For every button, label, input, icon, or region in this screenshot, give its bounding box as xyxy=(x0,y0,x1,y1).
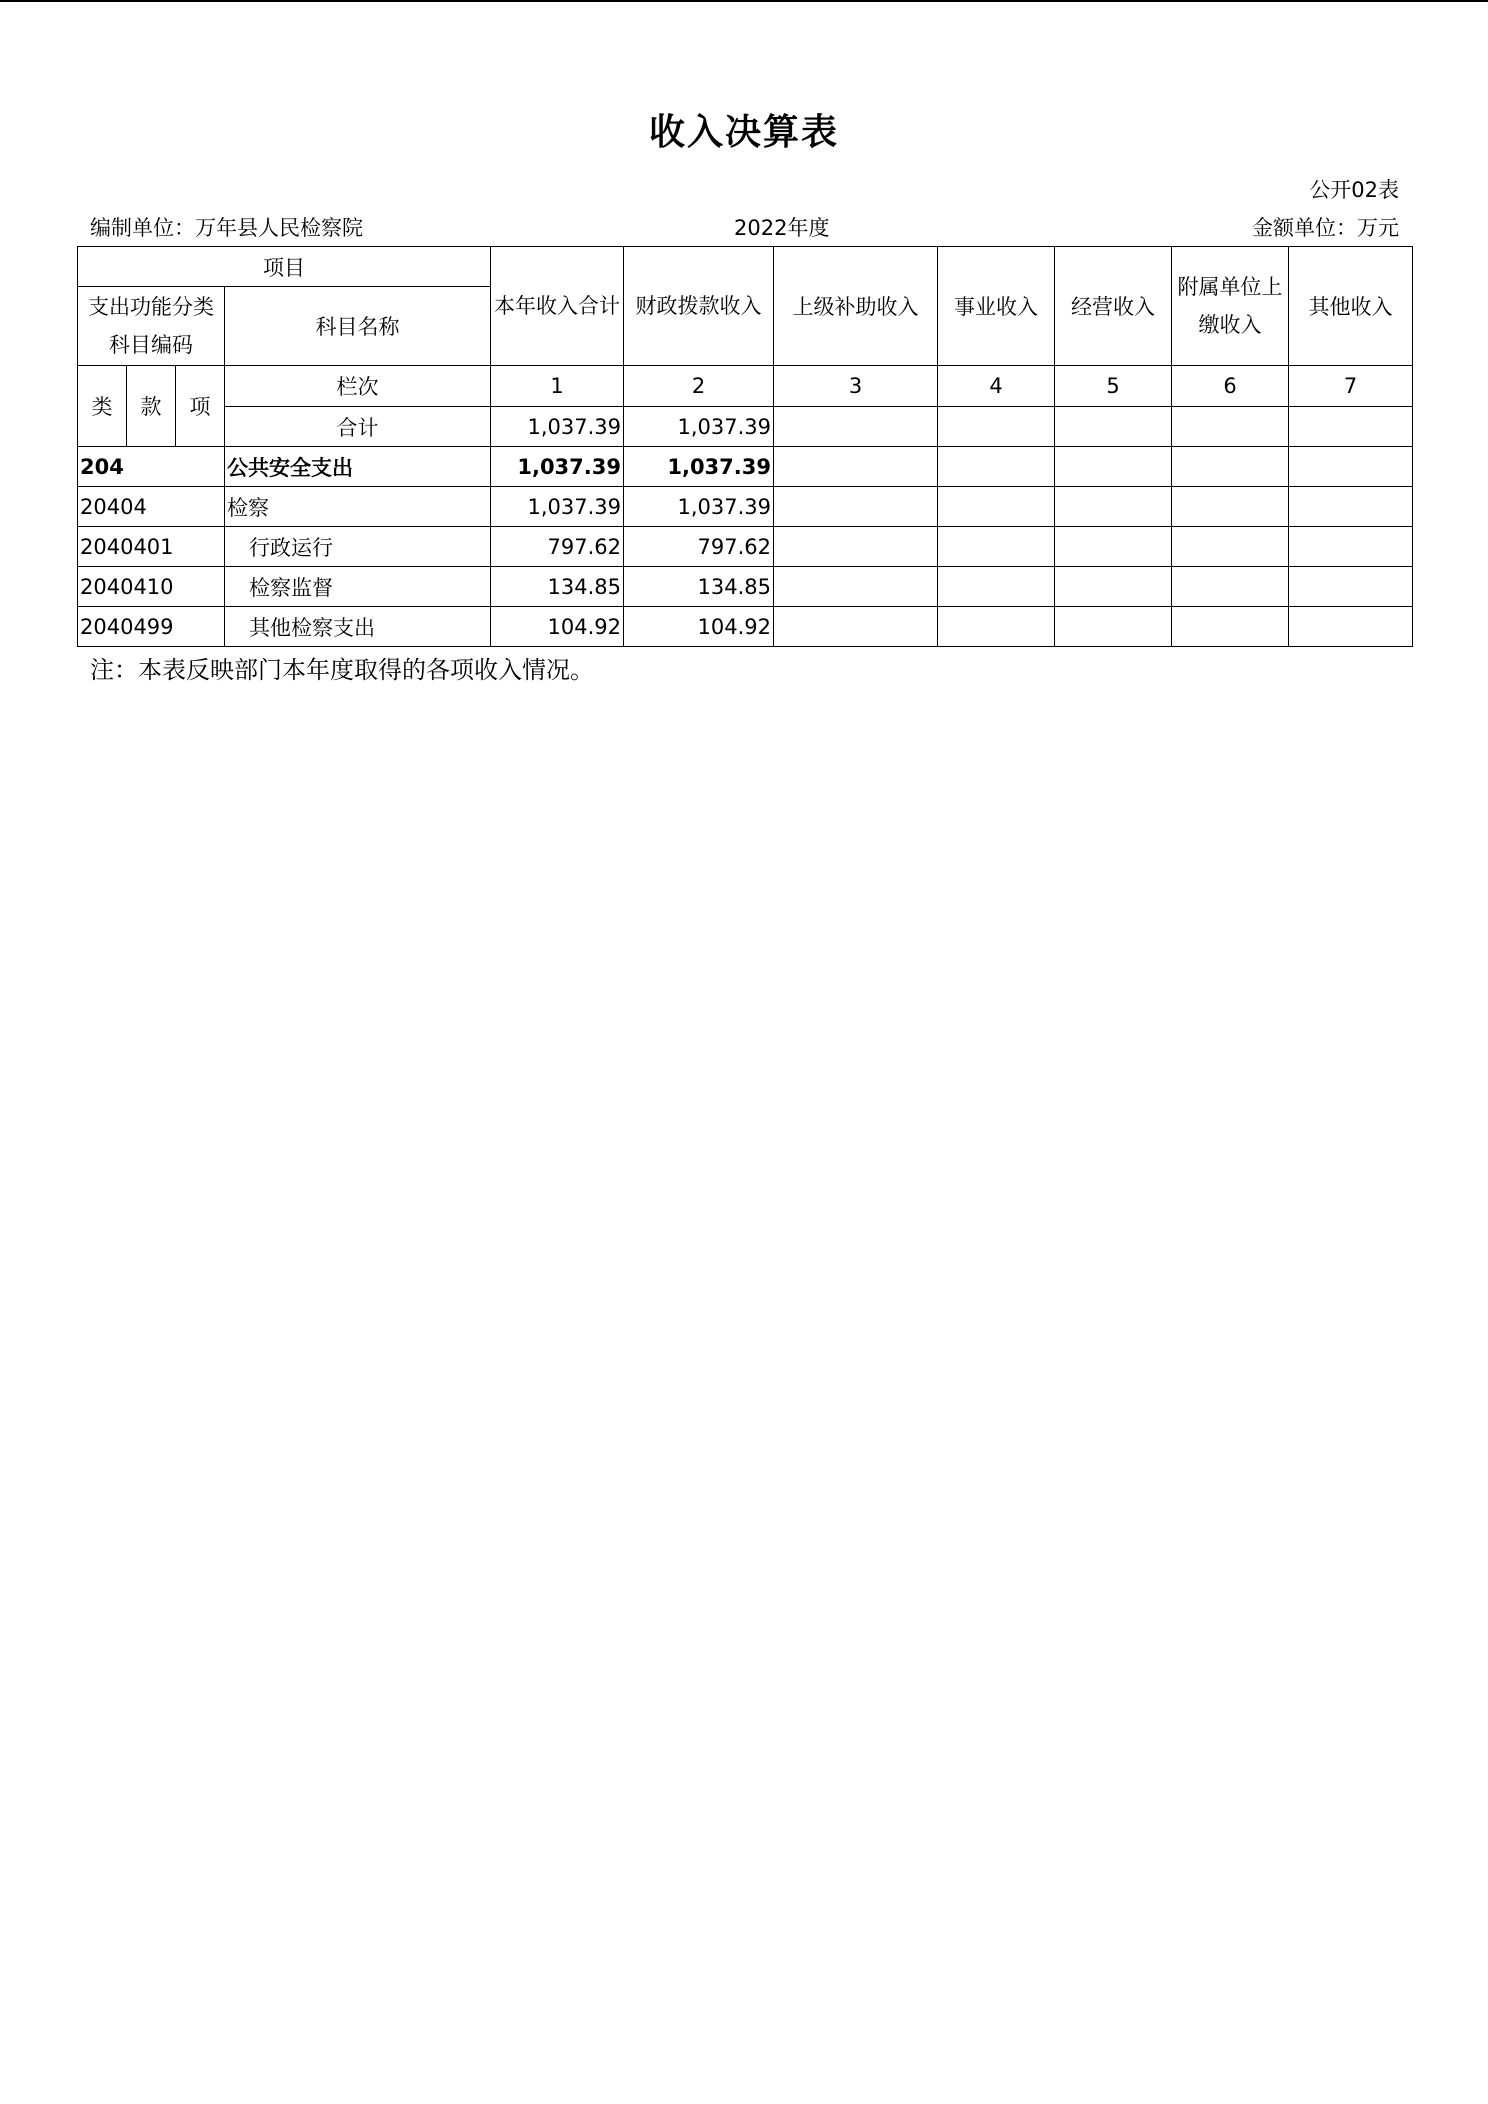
header-kuan: 款 xyxy=(127,366,176,447)
header-item: 项目 xyxy=(78,247,491,287)
row-total-income: 134.85 xyxy=(491,567,624,607)
header-business-income: 事业收入 xyxy=(938,247,1055,366)
column-number-7: 7 xyxy=(1289,366,1413,407)
row-total-income: 1,037.39 xyxy=(491,487,624,527)
table-row xyxy=(78,527,1413,567)
column-number-1: 1 xyxy=(491,366,624,407)
row-subject-name: 公共安全支出 xyxy=(225,447,491,487)
row-fiscal-appropriation: 797.62 xyxy=(624,527,774,567)
row-code: 20404 xyxy=(78,487,225,527)
table-note: 注：本表反映部门本年度取得的各项收入情况。 xyxy=(90,656,594,684)
table-row xyxy=(78,567,1413,607)
header-superior-subsidy: 上级补助收入 xyxy=(774,247,938,366)
column-number-3: 3 xyxy=(774,366,938,407)
row-code: 2040410 xyxy=(78,567,225,607)
header-operating-income: 经营收入 xyxy=(1055,247,1172,366)
header-xiang: 项 xyxy=(176,366,225,447)
row-fiscal-appropriation: 1,037.39 xyxy=(624,487,774,527)
column-number-6: 6 xyxy=(1172,366,1289,407)
column-number-5: 5 xyxy=(1055,366,1172,407)
header-lei: 类 xyxy=(78,366,127,447)
row-total-income: 1,037.39 xyxy=(491,447,624,487)
income-final-accounts-table xyxy=(77,246,1413,647)
column-number-4: 4 xyxy=(938,366,1055,407)
row-total-income: 104.92 xyxy=(491,607,624,647)
row-subject-name: 检察监督 xyxy=(225,567,491,607)
fiscal-year: 2022年度 xyxy=(734,216,830,240)
row-fiscal-appropriation: 104.92 xyxy=(624,607,774,647)
header-lanci: 栏次 xyxy=(225,366,491,407)
page-title: 收入决算表 xyxy=(648,112,839,153)
column-number-row xyxy=(78,366,1413,407)
header-function-code: 支出功能分类科目编码 xyxy=(78,287,225,366)
amount-unit: 金额单位：万元 xyxy=(1252,216,1399,240)
row-subject-name: 检察 xyxy=(225,487,491,527)
total-appropriation-value: 1,037.39 xyxy=(624,407,774,447)
row-fiscal-appropriation: 1,037.39 xyxy=(624,447,774,487)
total-income-value: 1,037.39 xyxy=(491,407,624,447)
form-code: 公开02表 xyxy=(1309,178,1399,202)
page-top-border xyxy=(0,0,1488,2)
header-subsidiary-turnover: 附属单位上缴收入 xyxy=(1172,247,1289,366)
row-code: 2040401 xyxy=(78,527,225,567)
total-label: 合计 xyxy=(225,407,491,447)
row-fiscal-appropriation: 134.85 xyxy=(624,567,774,607)
row-subject-name: 其他检察支出 xyxy=(225,607,491,647)
row-subject-name: 行政运行 xyxy=(225,527,491,567)
row-code: 204 xyxy=(78,447,225,487)
total-row xyxy=(78,407,1413,447)
table-row xyxy=(78,487,1413,527)
table-row xyxy=(78,607,1413,647)
row-total-income: 797.62 xyxy=(491,527,624,567)
row-code: 2040499 xyxy=(78,607,225,647)
header-subject-name: 科目名称 xyxy=(225,287,491,366)
header-total-income: 本年收入合计 xyxy=(491,247,624,366)
compiling-unit: 编制单位：万年县人民检察院 xyxy=(90,216,363,240)
header-row-1 xyxy=(78,247,1413,287)
header-fiscal-appropriation: 财政拨款收入 xyxy=(624,247,774,366)
table-row xyxy=(78,447,1413,487)
column-number-2: 2 xyxy=(624,366,774,407)
header-other-income: 其他收入 xyxy=(1289,247,1413,366)
